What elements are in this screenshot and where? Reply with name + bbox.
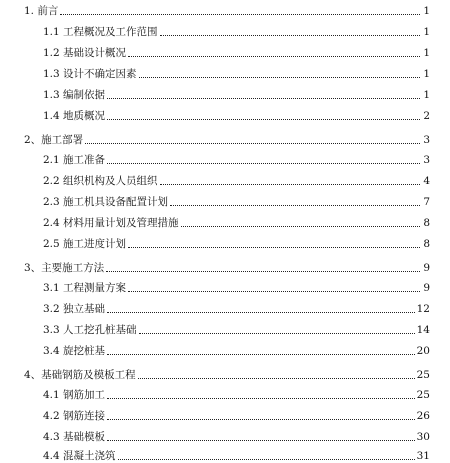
toc-page-number: 9 (423, 262, 430, 274)
toc-title: 3.3 人工挖孔桩基础 (43, 324, 137, 336)
toc-entry[interactable] (0, 131, 450, 147)
dot-leader (139, 333, 415, 334)
dot-leader (170, 205, 420, 206)
toc-title: 3.2 独立基础 (43, 303, 106, 315)
dot-leader (107, 440, 415, 441)
toc-title: 2.2 组织机构及人员组织 (43, 175, 158, 187)
dot-leader (139, 77, 420, 78)
toc-page-number: 1 (423, 47, 430, 59)
dot-leader (85, 143, 420, 144)
dot-leader (160, 35, 420, 36)
toc-entry[interactable] (0, 2, 450, 18)
toc-title: 1.1 工程概况及工作范围 (43, 26, 158, 38)
toc-title: 1.3 编制依据 (43, 89, 106, 101)
toc-entry[interactable] (0, 407, 450, 423)
toc-title: 1.4 地质概况 (43, 110, 106, 122)
dot-leader (128, 247, 420, 248)
toc-page-number: 8 (423, 217, 430, 229)
toc-entry[interactable] (0, 44, 450, 60)
toc-page-number: 8 (423, 238, 430, 250)
toc-page-number: 1 (423, 26, 430, 38)
toc-entry[interactable] (0, 23, 450, 39)
toc-page-number: 9 (423, 282, 430, 294)
toc-entry[interactable] (0, 151, 450, 167)
toc-title: 4、基础钢筋及模板工程 (24, 369, 136, 381)
toc-page-number: 14 (416, 324, 430, 336)
toc-page-number: 20 (416, 345, 430, 357)
toc-page-number: 1 (423, 68, 430, 80)
toc-entry[interactable] (0, 235, 450, 251)
toc-title: 2.3 施工机具设备配置计划 (43, 196, 169, 208)
toc-entry[interactable] (0, 279, 450, 295)
toc-page-number: 25 (416, 369, 430, 381)
toc-title: 4.1 钢筋加工 (43, 389, 106, 401)
dot-leader (160, 184, 420, 185)
toc-entry[interactable] (0, 300, 450, 316)
toc-page-number: 3 (423, 134, 430, 146)
toc-entry[interactable] (0, 259, 450, 275)
toc-title: 2.1 施工准备 (43, 154, 106, 166)
toc-entry[interactable] (0, 107, 450, 123)
toc-page-number: 1 (423, 5, 430, 17)
dot-leader (107, 163, 420, 164)
toc-title: 1.2 基础设计概况 (43, 47, 127, 59)
dot-leader (107, 119, 420, 120)
toc-page-number: 2 (423, 110, 430, 122)
toc-page-number: 4 (423, 175, 430, 187)
dot-leader (128, 291, 420, 292)
toc-title: 2、施工部署 (24, 134, 84, 146)
dot-leader (107, 312, 415, 313)
toc-entry[interactable] (0, 65, 450, 81)
toc-title: 4.3 基础模板 (43, 431, 106, 443)
dot-leader (107, 419, 415, 420)
toc-entry[interactable] (0, 86, 450, 102)
dot-leader (107, 354, 415, 355)
toc-entry[interactable] (0, 428, 450, 444)
toc-entry[interactable] (0, 172, 450, 188)
dot-leader (107, 398, 415, 399)
toc-title: 3.1 工程测量方案 (43, 282, 127, 294)
toc-entry[interactable] (0, 193, 450, 209)
toc-entry[interactable] (0, 321, 450, 337)
toc-title: 4.2 钢筋连接 (43, 410, 106, 422)
toc-entry[interactable] (0, 447, 450, 463)
toc-page-number: 7 (423, 196, 430, 208)
toc-page-number: 3 (423, 154, 430, 166)
dot-leader (128, 56, 420, 57)
toc-title: 3.4 旋挖桩基 (43, 345, 106, 357)
toc-title: 2.5 施工进度计划 (43, 238, 127, 250)
dot-leader (181, 226, 420, 227)
toc-title: 2.4 材料用量计划及管理措施 (43, 217, 179, 229)
toc-title: 1.3 设计不确定因素 (43, 68, 137, 80)
dot-leader (138, 378, 415, 379)
dot-leader (107, 98, 420, 99)
toc-entry[interactable] (0, 214, 450, 230)
toc-page-number: 12 (416, 303, 430, 315)
toc-page-number: 30 (416, 431, 430, 443)
toc-entry[interactable] (0, 366, 450, 382)
toc-title: 4.4 混凝土浇筑 (43, 450, 116, 462)
toc-page-number: 25 (416, 389, 430, 401)
dot-leader (106, 271, 420, 272)
dot-leader (60, 14, 420, 15)
toc-title: 1. 前言 (24, 5, 59, 17)
toc-entry[interactable] (0, 342, 450, 358)
toc-page-number: 1 (423, 89, 430, 101)
dot-leader (118, 459, 415, 460)
toc-page-number: 26 (416, 410, 430, 422)
toc-page-number: 31 (416, 450, 430, 462)
toc-title: 3、主要施工方法 (24, 262, 105, 274)
toc-entry[interactable] (0, 386, 450, 402)
